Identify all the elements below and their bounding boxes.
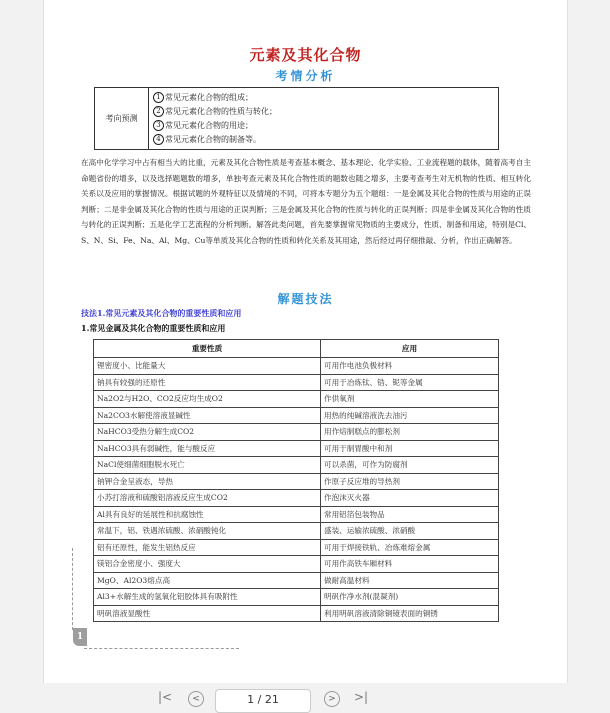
table-row [94,440,499,457]
cell-property: 钠钾合金呈液态，导热 [94,473,321,490]
table-row [94,556,499,573]
next-page-button[interactable]: > [324,691,340,707]
page-corner-dash-horizontal [84,648,239,649]
cell-application: 作供氧剂 [321,391,499,408]
technique-heading: 技法1.常见元素及其化合物的重要性质和应用 [81,308,242,318]
last-page-button[interactable]: >| [354,690,369,704]
table-row [94,374,499,391]
cell-application: 用作焙制糕点的膨松剂 [321,424,499,441]
cell-application: 用热的纯碱溶液洗去油污 [321,407,499,424]
section-title-analysis: 考情分析 [275,69,336,83]
intro-paragraph: 在高中化学学习中占有相当大的比重，元素及其化合物性质是考查基本概念、基本理论、化学实验、工业流程题的载体，随着高考自主命题省份的增多，以及选择题题数的增多，单独考查元素及其化合物性质的题数也随之增多，主要考查考生对无机物的性质、相互转化关系以及应用的掌握情况。根据试题的外观特征以及情境的不同，可将本专题分为五个题组：一是金属及其化合物的性质与用途的正误判断；二是非金属及其化合物的性质与用途的正误判断；三是金属及其化合物的性质与转化的正误判断；四是非金属及其化合物的性质与转化的正误判断；五是化学工艺流程的分析判断。解答此类问题，首先要掌握常见物质的主要成分，性质、制备和用途，特别是Cl、S、N、Si、Fe、Na、Al、Mg、Cu等单质及其化合物的性质和转化关系及其用途，然后经过再仔细推敲、分析，作出正确解答。 [81,158,531,245]
properties-table [93,339,499,622]
first-page-button[interactable]: |< [158,690,173,704]
prev-page-button[interactable]: < [188,691,204,707]
circled-number: 1 [153,92,164,103]
cell-property: NaHCO3具有弱碱性，能与酸反应 [94,440,321,457]
table-row [94,457,499,474]
page-corner-dash-vertical [72,548,73,630]
table-row [94,572,499,589]
forecast-item [153,119,494,133]
sub-heading: 1.常见金属及其化合物的重要性质和应用 [81,323,226,333]
forecast-item-text: 常见元素化合物的用途； [165,120,253,130]
table-row [94,539,499,556]
table-row [94,605,499,622]
cell-property: 锂密度小、比能量大 [94,358,321,375]
cell-property: 明矾溶液显酸性 [94,605,321,622]
cell-application: 可用于焊接铁轨、冶炼难熔金属 [321,539,499,556]
cell-application: 作泡沫灭火器 [321,490,499,507]
forecast-items [149,88,499,150]
cell-application: 可用于冶炼钛、锆、铌等金属 [321,374,499,391]
table-row [94,523,499,540]
cell-property: NaHCO3受热分解生成CO2 [94,424,321,441]
document-page [43,0,568,683]
table-row [94,589,499,606]
pager-toolbar [0,686,610,705]
table-row [94,407,499,424]
cell-property: 铝有还原性，能发生铝热反应 [94,539,321,556]
cell-property: Al具有良好的延展性和抗腐蚀性 [94,506,321,523]
section-title-techniques: 解题技法 [277,292,334,306]
forecast-label: 考向预测 [95,88,149,150]
cell-property: Al3+水解生成的氢氧化铝胶体具有吸附性 [94,589,321,606]
table-row [94,490,499,507]
cell-property: Na2CO3水解使溶液显碱性 [94,407,321,424]
cell-application: 明矾作净水剂(混凝剂) [321,589,499,606]
circled-number: 2 [153,106,164,117]
circled-number: 3 [153,120,164,131]
document-title: 元素及其化合物 [249,46,362,64]
page-number-input[interactable]: 1 / 21 [215,689,311,713]
page-number-badge: 1 [73,628,87,646]
cell-application: 利用明矾溶液清除铜镜表面的铜锈 [321,605,499,622]
cell-property: 镁铝合金密度小、强度大 [94,556,321,573]
cell-application: 盛装、运输浓硫酸、浓硝酸 [321,523,499,540]
table-row [94,424,499,441]
table-row [94,506,499,523]
cell-property: Na2O2与H2O、CO2反应均生成O2 [94,391,321,408]
cell-application: 可以杀菌，可作为防腐剂 [321,457,499,474]
cell-application: 作原子反应堆的导热剂 [321,473,499,490]
table-body [94,358,499,622]
cell-property: 常温下，铝、铁遇浓硫酸、浓硝酸钝化 [94,523,321,540]
cell-application: 可用作高铁车厢材料 [321,556,499,573]
cell-property: MgO、Al2O3熔点高 [94,572,321,589]
table-row [94,358,499,375]
table-header-property: 重要性质 [94,340,321,358]
forecast-item-text: 常见元素化合物的制备等。 [165,134,261,144]
circled-number: 4 [153,134,164,145]
cell-application: 可用于制胃酸中和剂 [321,440,499,457]
table-row [94,391,499,408]
cell-property: NaCl使细菌细胞脱水死亡 [94,457,321,474]
forecast-item-text: 常见元素化合物的组成； [165,92,253,102]
cell-application: 可用作电池负极材料 [321,358,499,375]
cell-application: 做耐高温材料 [321,572,499,589]
table-row [94,473,499,490]
forecast-item-text: 常见元素化合物的性质与转化； [165,106,277,116]
table-header-application: 应用 [321,340,499,358]
forecast-table [94,87,499,150]
cell-property: 钠具有较强的还原性 [94,374,321,391]
forecast-item [153,91,494,105]
forecast-item [153,133,494,147]
cell-application: 常用铝箔包装物品 [321,506,499,523]
forecast-item [153,105,494,119]
cell-property: 小苏打溶液和硫酸铝溶液反应生成CO2 [94,490,321,507]
